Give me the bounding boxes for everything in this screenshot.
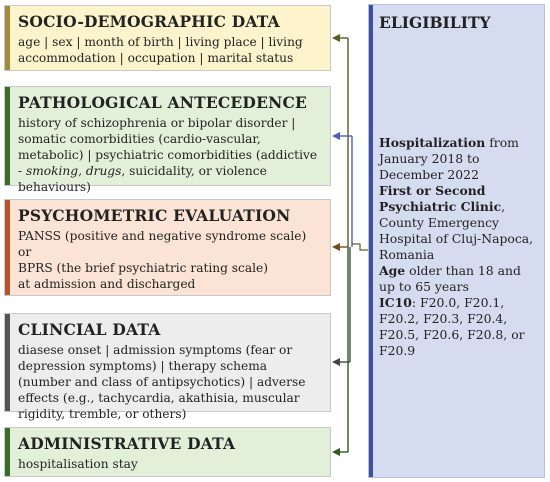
admin-arrowhead [332, 448, 340, 456]
eligibility-link [352, 244, 368, 250]
patho-text-before: history of schizophrenia or bipolar disorder | somatic comorbidities (cardio-vascular, metabolic) | psychiatric comorbidities (addictive - [18, 116, 318, 178]
socio-text: age | sex | month of birth | living place | living accommodation | occupation | marital status [18, 35, 303, 65]
socio-title: SOCIO-DEMOGRAPHIC DATA [18, 12, 280, 31]
patho-arrowhead [332, 132, 340, 140]
icd-text: : F20.0, F20.1, F20.2, F20.3, F20.4, F20.5, F20.6, F20.8, or F20.9 [379, 295, 525, 358]
clin-arrowhead [332, 358, 340, 366]
clinic-label: First or Second Psychiatric Clinic [379, 183, 502, 214]
patho-text-italic: smoking, drugs [26, 164, 122, 178]
hospitalization-label: Hospitalization [379, 135, 486, 150]
patho-text-after: , suicidality, or violence behaviours) [18, 164, 267, 194]
clin-title: CLINCIAL DATA [18, 320, 161, 339]
socio-arrowhead [332, 34, 340, 42]
psych-title: PSYCHOMETRIC EVALUATION [18, 206, 291, 225]
psych-arrowhead [332, 243, 340, 251]
clin-text: diasese onset | admission symptoms (fear or depression symptoms) | therapy schema (number and class of antipsychotics) | adverse effects (e.g., tachycardia, akathisia, muscular rigidity, tremble, or others) [18, 343, 306, 421]
icd-label: IC10 [379, 295, 412, 310]
psych-line-2: or [18, 245, 32, 259]
eligibility-title: ELIGIBILITY [379, 13, 491, 32]
clinic-text: , County Emergency Hospital of Cluj-Napoca, Romania [379, 199, 534, 262]
admin-text: hospitalisation stay [18, 457, 138, 471]
admin-title: ADMINISTRATIVE DATA [18, 434, 236, 453]
psych-line-1: PANSS (positive and negative syndrome scale) [18, 229, 307, 243]
age-text: older than 18 and up to 65 years [379, 263, 521, 294]
patho-title: PATHOLOGICAL ANTECEDENCE [18, 93, 307, 112]
hospitalization-text: from January 2018 to December 2022 [379, 135, 519, 182]
psych-line-3: BPRS (the brief psychiatric rating scale) [18, 261, 268, 275]
age-label: Age [379, 263, 406, 278]
psych-line-4: at admission and discharged [18, 277, 196, 291]
